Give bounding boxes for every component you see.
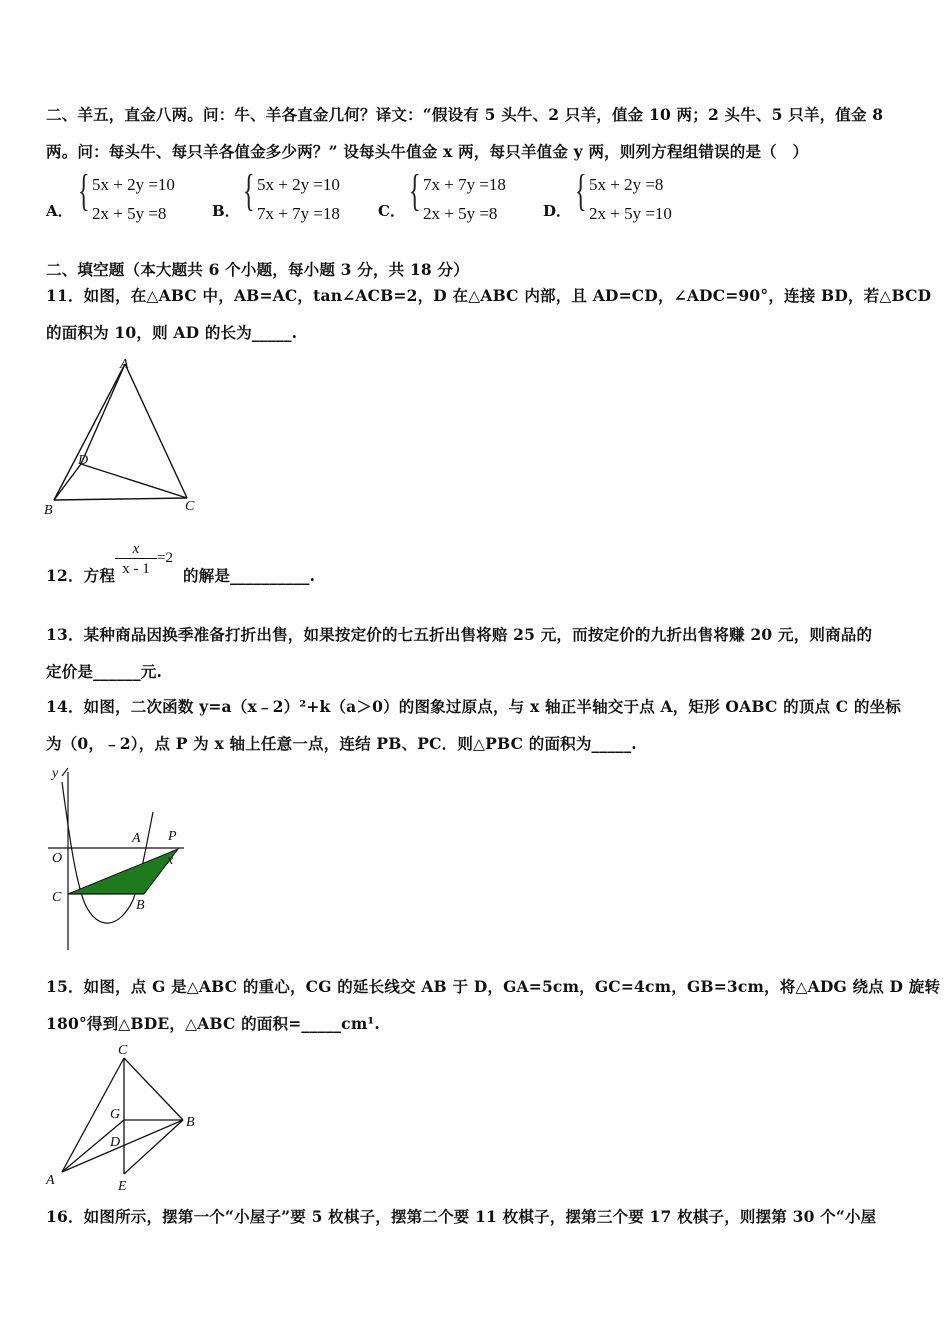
label-c: C [52, 890, 62, 905]
label-y: y [52, 766, 59, 781]
label-a: A [46, 1173, 55, 1188]
q14-text-line1: 14．如图，二次函数 y=a（x﹣2）²+k（a＞0）的图象过原点，与 x 轴正半轴交于点 A，矩形 OABC 的顶点 C 的坐标 [46, 697, 902, 716]
option-a-eq1: 5x + 2y =10 [92, 175, 175, 194]
y-arrow [62, 768, 68, 776]
label-x: x [167, 853, 174, 868]
q11-figure [40, 352, 210, 522]
option-b-label: B． [212, 202, 240, 220]
q12-suffix: 的解是__________. [183, 566, 316, 585]
label-o: O [52, 851, 63, 866]
q12-denominator: x - 1 [115, 558, 157, 578]
q13-text-line2: 定价是______元. [46, 662, 163, 681]
triangle-pbc-fill [68, 849, 178, 894]
label-d: D [78, 453, 89, 468]
q15-text-line1: 15．如图，点 G 是△ABC 的重心，CG 的延长线交 AB 于 D，GA=5cm，GC=4cm，GB=3cm，将△ADG 绕点 D 旋转 [46, 977, 941, 996]
label-d: D [110, 1135, 121, 1150]
option-d-eq1: 5x + 2y =8 [589, 175, 664, 194]
segment-dc [81, 464, 187, 498]
q13-text-line1: 13．某种商品因换季准备打折出售，如果按定价的七五折出售将赔 25 元，而按定价的九折出售将赚 20 元，则商品的 [46, 625, 873, 644]
q11-text-line1: 11．如图，在△ABC 中，AB=AC，tan∠ACB=2，D 在△ABC 内部，且 AD=CD，∠ADC=90°，连接 BD，若△BCD [46, 286, 932, 305]
q15-text-line2: 180°得到△BDE，△ABC 的面积=_____cm¹. [46, 1014, 381, 1033]
label-c: C [118, 1043, 128, 1058]
q12-fraction [115, 540, 157, 578]
label-p: P [168, 829, 177, 844]
segment-bc [54, 498, 187, 500]
option-b-eq2: 7x + 7y =18 [257, 204, 340, 223]
q12-numerator: x [132, 541, 140, 557]
option-c-eq2: 2x + 5y =8 [423, 204, 498, 223]
q10-text-line1: 二、羊五，直金八两。问：牛、羊各直金几何？译文：“假设有 5 头牛、2 只羊，值金 10 两；2 头牛、5 只羊，值金 8 [46, 105, 884, 124]
brace-icon: { [243, 166, 255, 215]
option-a-eq2: 2x + 5y =8 [92, 204, 167, 223]
q12-equals: =2 [157, 550, 173, 566]
segment-be [124, 1120, 183, 1174]
q16-text-line1: 16．如图所示，摆第一个“小屋子”要 5 枚棋子，摆第二个要 11 枚棋子，摆第三个要 17 枚棋子，则摆第 30 个“小屋 [46, 1207, 877, 1226]
label-e: E [118, 1179, 127, 1194]
label-c: C [185, 499, 195, 514]
label-a: A [120, 357, 129, 372]
brace-icon: { [575, 166, 587, 215]
segment-ad [81, 364, 125, 464]
option-d-eq2: 2x + 5y =10 [589, 204, 672, 223]
segment-cb [124, 1058, 183, 1120]
q15-figure [40, 1040, 205, 1195]
brace-icon: { [78, 166, 90, 215]
option-c-eq1: 7x + 7y =18 [423, 175, 506, 194]
q14-text-line2: 为（0，﹣2），点 P 为 x 轴上任意一点，连结 PB、PC．则△PBC 的面积为_____. [46, 734, 637, 753]
q11-text-line2: 的面积为 10，则 AD 的长为_____. [46, 323, 298, 342]
q12-prefix: 12．方程 [46, 566, 116, 585]
q14-figure [40, 762, 190, 957]
segment-ab [54, 364, 125, 500]
q10-text-line2: 两。问：每头牛、每只羊各值金多少两？” 设每头牛值金 x 两，每只羊值金 y 两，则列方程组错误的是（ ） [46, 142, 809, 161]
label-b: B [186, 1115, 195, 1130]
segment-db [54, 464, 81, 500]
option-c-label: C． [378, 202, 405, 220]
section-heading: 二、填空题（本大题共 6 个小题，每小题 3 分，共 18 分） [46, 260, 469, 279]
label-b: B [44, 503, 53, 518]
option-a-label: A． [46, 202, 73, 220]
segment-ab [62, 1120, 183, 1172]
label-g: G [110, 1107, 121, 1122]
option-b-eq1: 5x + 2y =10 [257, 175, 340, 194]
segment-ac [125, 364, 187, 498]
option-d-label: D． [543, 202, 572, 220]
brace-icon: { [409, 166, 421, 215]
label-b: B [136, 898, 145, 913]
label-a: A [132, 831, 141, 846]
